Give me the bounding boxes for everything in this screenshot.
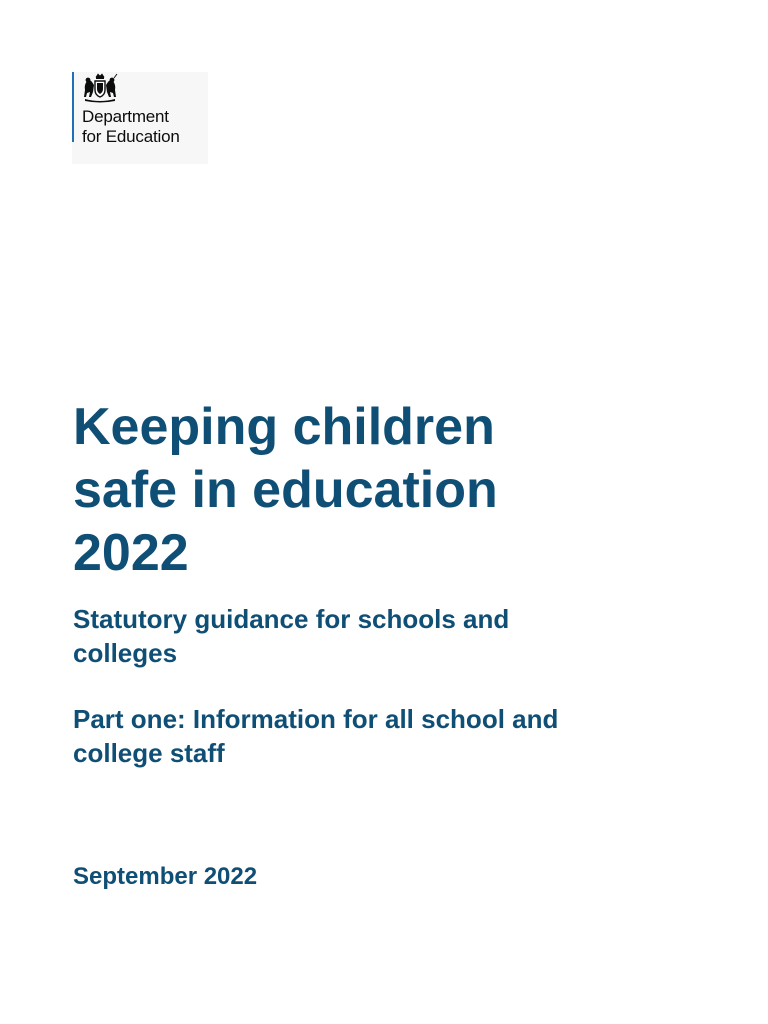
document-part-line-2: college staff bbox=[73, 738, 225, 768]
document-subtitle-line-1: Statutory guidance for schools and bbox=[73, 604, 510, 634]
department-logo bbox=[72, 72, 208, 164]
document-part-line-1: Part one: Information for all school and bbox=[73, 704, 559, 734]
organisation-name bbox=[82, 107, 180, 147]
document-subtitle bbox=[73, 602, 713, 670]
document-part-heading bbox=[73, 702, 713, 770]
document-title-line-3: 2022 bbox=[73, 524, 189, 582]
logo-divider-line bbox=[72, 72, 74, 142]
document-title-line-1: Keeping children bbox=[73, 398, 495, 456]
document-title-line-2: safe in education bbox=[73, 461, 498, 519]
document-title bbox=[73, 396, 673, 585]
publication-date: September 2022 bbox=[73, 863, 258, 890]
organisation-name-line-2: for Education bbox=[82, 127, 180, 146]
document-subtitle-line-2: colleges bbox=[73, 638, 178, 668]
royal-coat-of-arms-icon bbox=[81, 73, 119, 103]
organisation-name-line-1: Department bbox=[82, 107, 169, 126]
